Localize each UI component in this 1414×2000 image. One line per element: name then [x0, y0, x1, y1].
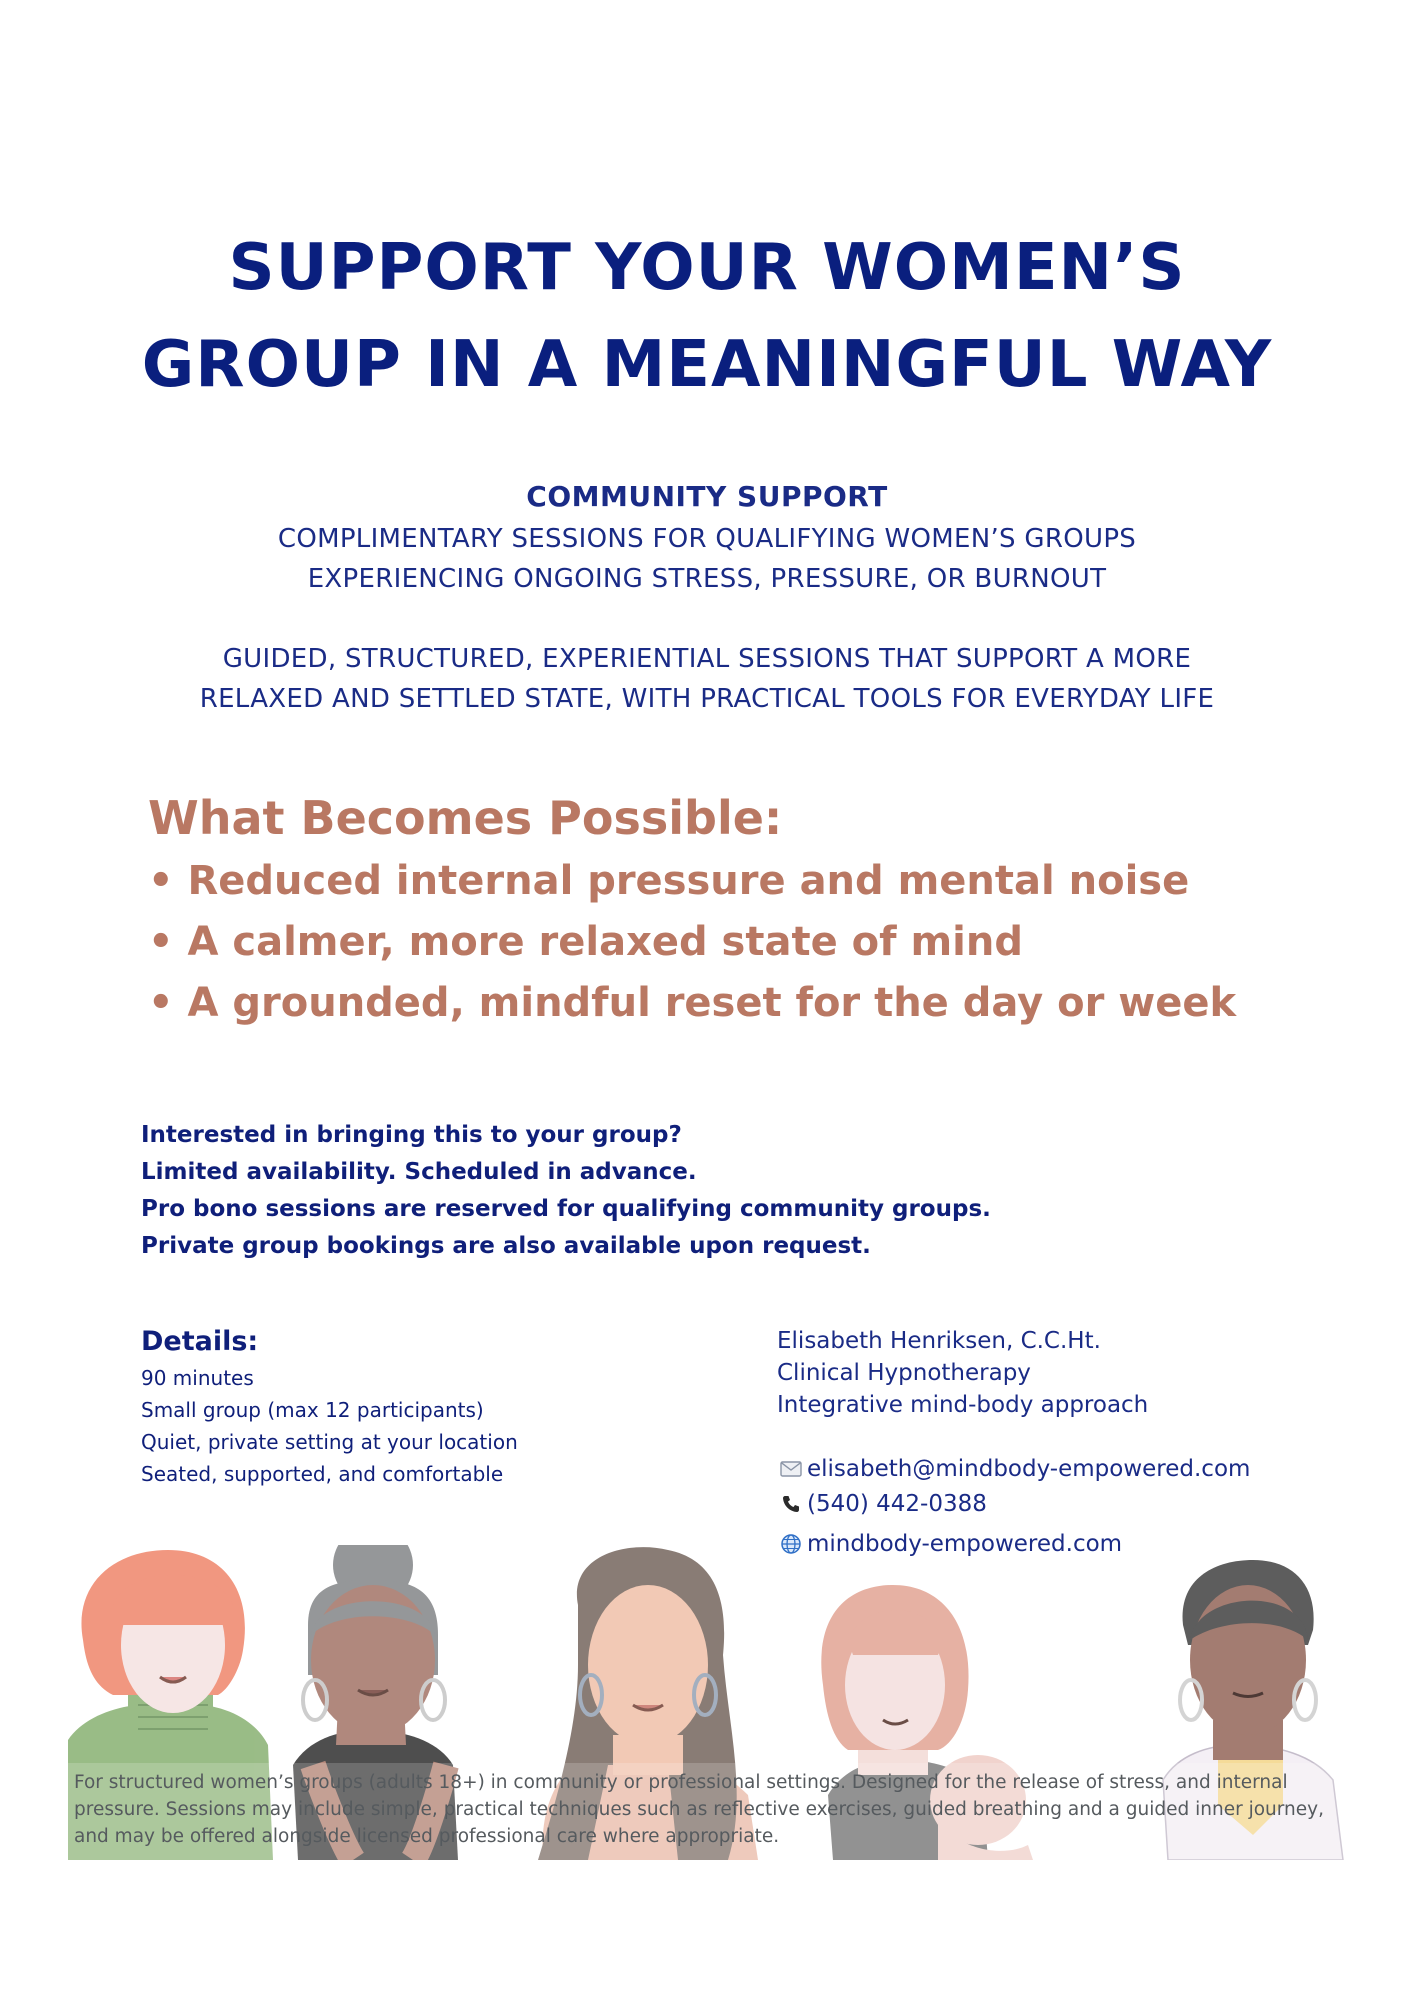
possible-bullet-1: • Reduced internal pressure and mental noise [148, 858, 1190, 904]
interest-line-3: Pro bono sessions are reserved for qualifying community groups. [141, 1196, 991, 1222]
possible-bullet-3: • A grounded, mindful reset for the day or week [148, 980, 1237, 1026]
interest-line-1: Interested in bringing this to your group? [141, 1122, 682, 1148]
practitioner-title: Clinical Hypnotherapy [777, 1360, 1031, 1386]
headline-line-1: SUPPORT YOUR WOMEN’S [228, 231, 1186, 305]
headline [0, 220, 1414, 414]
interest-line-4: Private group bookings are also available upon request. [141, 1233, 871, 1259]
details-item-seating: Seated, supported, and comfortable [141, 1462, 504, 1486]
envelope-icon [777, 1461, 805, 1477]
interest-line-2: Limited availability. Scheduled in advance. [141, 1159, 697, 1185]
community-support-section [0, 475, 1414, 719]
phone-number[interactable]: (540) 442-0388 [807, 1490, 987, 1517]
phone-row[interactable] [777, 1486, 1250, 1521]
footnote-disclaimer: For structured women’s groups (adults 18+) in community or professional settings. Designed for the release of stress, and internal pressure. Sessions may include simple, practical techniques such as reflective exercises, guided breathing and a guided inner journey, and may be offered alongside licensed professional care where appropriate. [74, 1772, 1324, 1847]
headline-line-2: GROUP IN A MEANINGFUL WAY [141, 328, 1273, 402]
details-item-duration: 90 minutes [141, 1366, 254, 1390]
phone-icon [777, 1494, 805, 1514]
interest-section [141, 1117, 991, 1265]
practitioner-approach: Integrative mind-body approach [777, 1392, 1149, 1418]
community-line-1: COMPLIMENTARY SESSIONS FOR QUALIFYING WOMEN’S GROUPS [277, 524, 1137, 554]
community-line-4: RELAXED AND SETTLED STATE, WITH PRACTICAL TOOLS FOR EVERYDAY LIFE [199, 684, 1215, 714]
details-section [141, 1322, 518, 1490]
possible-heading: What Becomes Possible: [148, 791, 783, 845]
email-row[interactable] [777, 1451, 1250, 1486]
details-item-group-size: Small group (max 12 participants) [141, 1398, 484, 1422]
what-becomes-possible-section [148, 785, 1236, 1034]
details-heading: Details: [141, 1326, 259, 1357]
possible-bullet-2: • A calmer, more relaxed state of mind [148, 919, 1023, 965]
community-line-2: EXPERIENCING ONGOING STRESS, PRESSURE, OR BURNOUT [307, 564, 1107, 594]
website-link[interactable]: mindbody-empowered.com [807, 1530, 1123, 1557]
practitioner-name: Elisabeth Henriksen, C.C.Ht. [777, 1328, 1101, 1354]
contact-section [777, 1325, 1250, 1561]
community-line-3: GUIDED, STRUCTURED, EXPERIENTIAL SESSIONS THAT SUPPORT A MORE [222, 644, 1192, 674]
email-link[interactable]: elisabeth@mindbody-empowered.com [807, 1455, 1251, 1482]
community-support-label: COMMUNITY SUPPORT [526, 480, 888, 513]
details-item-setting: Quiet, private setting at your location [141, 1430, 518, 1454]
